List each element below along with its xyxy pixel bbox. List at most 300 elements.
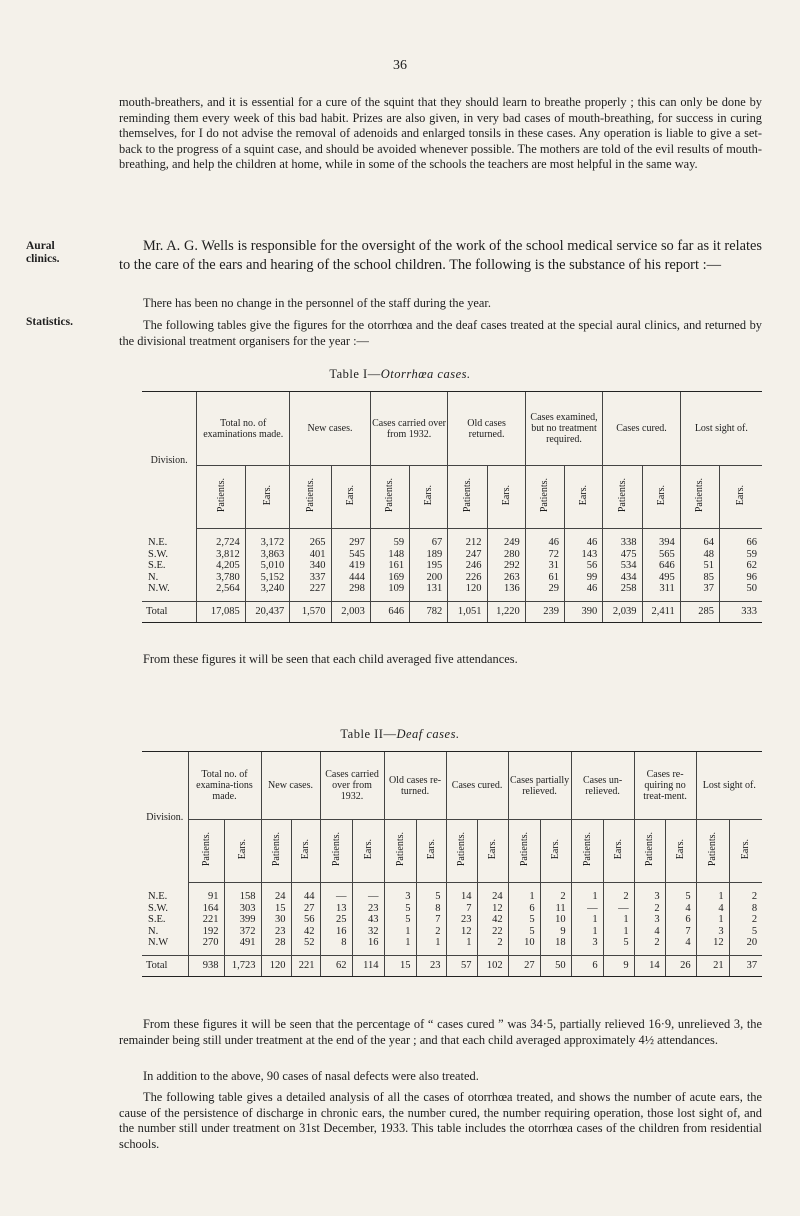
table1-group-header: Cases examined, but no treatment required. (525, 392, 602, 466)
table-cell: 2 (634, 903, 665, 915)
table-cell: 2 (416, 926, 446, 938)
table-cell: 56 (291, 914, 320, 926)
subheader-label: Ears. (487, 839, 499, 860)
table-cell: 298 (331, 583, 370, 601)
table-cell: 401 (290, 549, 331, 561)
table-cell: 67 (410, 529, 448, 549)
patients-subheader (290, 466, 331, 529)
subheader-label: Ears. (345, 485, 357, 506)
subheader-label: Ears. (740, 839, 752, 860)
paragraph-staff: There has been no change in the personnel of the staff during the year. (143, 296, 491, 310)
table-cell: 91 (188, 883, 224, 903)
table-cell: 23 (416, 955, 446, 976)
table-cell: 62 (719, 560, 762, 572)
table-cell: 249 (487, 529, 525, 549)
subheader-label: Ears. (262, 485, 273, 506)
subheader-label: Ears. (735, 485, 747, 506)
table-row (142, 914, 762, 926)
subheader-label: Patients. (461, 478, 473, 513)
table-cell: 444 (331, 572, 370, 584)
ears-subheader (416, 820, 446, 883)
table-cell: 136 (487, 583, 525, 601)
division-label: N.E. (148, 890, 168, 902)
table-cell: 212 (448, 529, 487, 549)
table-cell: 1,220 (487, 601, 525, 622)
table-cell: 27 (508, 955, 540, 976)
paragraph-tables-intro: The following tables give the figures for the otorrhœa and the deaf cases treated at the special aural clinics, and returned by the divisional treatment organisers for the year :— (119, 318, 762, 348)
division-label: Total (142, 601, 197, 622)
subheader-label: Patients. (707, 832, 719, 867)
subheader-label: Patients. (539, 478, 551, 513)
subheader-label: Ears. (237, 839, 248, 860)
subheader-label: Ears. (500, 485, 512, 506)
division-label: N. (148, 571, 159, 583)
table-cell: 394 (642, 529, 680, 549)
table2-title-italic: Deaf cases. (396, 727, 460, 741)
table-cell: 5 (384, 903, 416, 915)
table2-group-header: Cases carried over from 1932. (320, 752, 384, 820)
table-cell: 3,172 (245, 529, 289, 549)
table-cell: 48 (680, 549, 719, 561)
table-cell: 7 (665, 926, 696, 938)
table-cell: 158 (224, 883, 261, 903)
table-cell: 37 (680, 583, 719, 601)
table-cell: 102 (477, 955, 508, 976)
patients-subheader (508, 820, 540, 883)
table-cell: 333 (719, 601, 762, 622)
ears-subheader (410, 466, 448, 529)
patients-subheader (188, 820, 224, 883)
table1-title (0, 367, 800, 382)
table-cell: 5 (416, 883, 446, 903)
patients-subheader (320, 820, 352, 883)
table-cell: 1 (603, 926, 634, 938)
table-cell: 20 (729, 937, 762, 955)
table-cell: 246 (448, 560, 487, 572)
table-cell: 2 (634, 937, 665, 955)
table-cell: 62 (320, 955, 352, 976)
table-cell: 43 (352, 914, 384, 926)
table-cell: 782 (410, 601, 448, 622)
table-cell: 23 (261, 926, 291, 938)
subheader-label: Patients. (270, 832, 282, 867)
table-cell: 2,724 (197, 529, 246, 549)
table-cell: 565 (642, 549, 680, 561)
table-cell: 4 (665, 937, 696, 955)
table-cell: 221 (188, 914, 224, 926)
patients-subheader (384, 820, 416, 883)
table-cell: 15 (384, 955, 416, 976)
table-cell: 2,003 (331, 601, 370, 622)
table2-title-prefix: Table II— (340, 727, 397, 741)
patients-subheader (634, 820, 665, 883)
subheader-label: Patients. (694, 478, 706, 513)
table1-subheader-row (142, 466, 762, 529)
paragraph-attendances: From these figures it will be seen that each child averaged five attendances. (143, 652, 518, 666)
table-cell: 120 (448, 583, 487, 601)
table-cell: 6 (571, 955, 603, 976)
table-cell: 16 (320, 926, 352, 938)
table-cell: 17,085 (197, 601, 246, 622)
table-cell: 3 (571, 937, 603, 955)
paragraph-squint: mouth-breathers, and it is essential for a cure of the squint that they should learn to breathe properly ; this can only be done by reminding them every week of this bad habit. Prizes are also given, in very bad cases of mouth-breathing, for success in curing themselves, for I do not advise the removal of adenoids and enlarged tonsils in these cases. Any operation is liable to give a set-back to the progress of a squint case, and should be avoided whenever possible. The mothers are told of the evil results of mouth-breathing, and help the children at home, while in some of the schools the teachers are most helpful in the same way. (119, 95, 762, 172)
table-cell: 3,812 (197, 549, 246, 561)
table-cell: 1 (696, 883, 729, 903)
table2-division-header: Division. (142, 752, 188, 883)
table-row (142, 583, 762, 601)
table-cell: 1,051 (448, 601, 487, 622)
table-cell: 265 (290, 529, 331, 549)
paragraph-aural-intro: Mr. A. G. Wells is responsible for the oversight of the work of the school medical service so far as it relates to the care of the ears and hearing of the school children. The following is the substance of his report :— (119, 238, 762, 273)
table-cell: 340 (290, 560, 331, 572)
table1-title-italic: Otorrhœa cases. (380, 367, 471, 381)
table-cell: 189 (410, 549, 448, 561)
table-cell: 64 (680, 529, 719, 549)
table-row (142, 572, 762, 584)
table-cell: 5,152 (245, 572, 289, 584)
division-label: N.E. (148, 536, 168, 548)
table-cell: 24 (477, 883, 508, 903)
table1-group-header: Old cases returned. (448, 392, 525, 466)
table-cell: 5 (665, 883, 696, 903)
table-cell: 148 (370, 549, 409, 561)
patients-subheader (696, 820, 729, 883)
table-cell: 56 (565, 560, 603, 572)
subheader-label: Patients. (304, 478, 316, 513)
table-cell: 52 (291, 937, 320, 955)
table-row (142, 529, 762, 549)
table2-body (142, 883, 762, 977)
table-cell: 4 (665, 903, 696, 915)
table-row (142, 903, 762, 915)
ears-subheader (352, 820, 384, 883)
subheader-label: Patients. (384, 478, 396, 513)
table-cell: 258 (603, 583, 642, 601)
table-cell: 57 (446, 955, 477, 976)
table-cell: 303 (224, 903, 261, 915)
ears-subheader (487, 466, 525, 529)
table-cell: 227 (290, 583, 331, 601)
table-cell: 491 (224, 937, 261, 955)
table-cell: 25 (320, 914, 352, 926)
division-label: N. (148, 925, 159, 937)
table-cell: 46 (565, 583, 603, 601)
table-cell: — (320, 883, 352, 903)
patients-subheader (446, 820, 477, 883)
table-cell: 338 (603, 529, 642, 549)
margin-note-statistics: Statistics. (26, 316, 73, 328)
table-cell: 419 (331, 560, 370, 572)
table-row (142, 926, 762, 938)
table-cell: 12 (477, 903, 508, 915)
table-cell: 1 (696, 914, 729, 926)
division-label: Total (142, 955, 188, 976)
table-cell: 32 (352, 926, 384, 938)
ears-subheader (642, 466, 680, 529)
table-cell: 26 (665, 955, 696, 976)
table-cell: 545 (331, 549, 370, 561)
subheader-label: Patients. (644, 832, 656, 867)
table-cell: 3 (384, 883, 416, 903)
table-cell: 114 (352, 955, 384, 976)
table-cell: 5 (508, 926, 540, 938)
table-cell: 143 (565, 549, 603, 561)
table1-group-header: Total no. of examinations made. (197, 392, 290, 466)
table-cell: 399 (224, 914, 261, 926)
table-cell: 434 (603, 572, 642, 584)
table-cell: 2 (729, 883, 762, 903)
table-cell: 247 (448, 549, 487, 561)
table-cell: 131 (410, 583, 448, 601)
table-cell: 10 (508, 937, 540, 955)
table-cell: 5 (384, 914, 416, 926)
table-cell: 9 (540, 926, 571, 938)
subheader-label: Ears. (423, 485, 435, 506)
subheader-label: Ears. (425, 839, 437, 860)
table-cell: 9 (603, 955, 634, 976)
table-row (142, 560, 762, 572)
table-cell: 2 (729, 914, 762, 926)
table2-group-header: Cases re-quiring no treat-ment. (634, 752, 696, 820)
table-cell: — (603, 903, 634, 915)
table-cell: 1 (416, 937, 446, 955)
table-cell: 1 (384, 937, 416, 955)
table1-body (142, 529, 762, 623)
table-cell: 169 (370, 572, 409, 584)
table1-group-header: Cases carried over from 1932. (370, 392, 447, 466)
table2-group-header: Old cases re-turned. (384, 752, 446, 820)
table-cell: 646 (370, 601, 409, 622)
table-cell: 31 (525, 560, 564, 572)
subheader-label: Patients. (581, 832, 593, 867)
table-cell: 2 (540, 883, 571, 903)
table-cell: 3 (634, 883, 665, 903)
table-cell: 263 (487, 572, 525, 584)
ears-subheader (540, 820, 571, 883)
table-cell: 1 (603, 914, 634, 926)
table-cell: 20,437 (245, 601, 289, 622)
ears-subheader (603, 820, 634, 883)
patients-subheader (448, 466, 487, 529)
table-cell: 12 (446, 926, 477, 938)
table1-group-header: Cases cured. (603, 392, 680, 466)
ears-subheader (291, 820, 320, 883)
division-label: N.W. (148, 583, 170, 594)
table-cell: 109 (370, 583, 409, 601)
division-label: S.E. (148, 914, 166, 925)
margin-note-aural-clinics: Aural clinics. (26, 240, 60, 265)
subheader-label: Patients. (456, 832, 468, 867)
table1-title-prefix: Table I— (329, 367, 381, 381)
subheader-label: Ears. (550, 839, 562, 860)
table-cell: 1,570 (290, 601, 331, 622)
table-cell: 1 (571, 926, 603, 938)
table-row (142, 549, 762, 561)
ears-subheader (729, 820, 762, 883)
table-cell: — (352, 883, 384, 903)
table-cell: 13 (320, 903, 352, 915)
division-label: S.E. (148, 560, 166, 571)
table2-group-header: New cases. (261, 752, 320, 820)
table-cell: 3 (696, 926, 729, 938)
patients-subheader (680, 466, 719, 529)
table-cell: 59 (719, 549, 762, 561)
table-cell: 50 (719, 583, 762, 601)
table-cell: 390 (565, 601, 603, 622)
subheader-label: Ears. (300, 839, 312, 860)
table-cell: 4,205 (197, 560, 246, 572)
table-cell: 1 (571, 914, 603, 926)
table-cell: 37 (729, 955, 762, 976)
paragraph-deaf-summary: From these figures it will be seen that the percentage of “ cases cured ” was 34·5, partially relieved 16·9, unrelieved 3, the remainder being still under treatment at the end of the year ; and that each child averaged approximately 4½ attendances. (119, 1017, 762, 1047)
table-cell: 938 (188, 955, 224, 976)
subheader-label: Ears. (613, 839, 625, 860)
table-cell: 27 (291, 903, 320, 915)
table1-group-header: New cases. (290, 392, 371, 466)
table-cell: 8 (320, 937, 352, 955)
table-cell: 14 (446, 883, 477, 903)
page-number: 36 (393, 58, 407, 73)
table-cell: 195 (410, 560, 448, 572)
table-cell: 1 (508, 883, 540, 903)
subheader-label: Patients. (394, 832, 406, 867)
division-label: S.W. (148, 902, 169, 914)
total-row (142, 955, 762, 976)
table-cell: 14 (634, 955, 665, 976)
patients-subheader (197, 466, 246, 529)
table-cell: 46 (525, 529, 564, 549)
table-cell: 66 (719, 529, 762, 549)
table-cell: 21 (696, 955, 729, 976)
table-cell: 280 (487, 549, 525, 561)
table-cell: 3 (634, 914, 665, 926)
table-cell: 285 (680, 601, 719, 622)
division-label: N.W (148, 937, 169, 948)
subheader-label: Patients. (518, 832, 530, 867)
paragraph-nasal-defects: In addition to the above, 90 cases of nasal defects were also treated. (143, 1069, 479, 1083)
table-cell: 297 (331, 529, 370, 549)
table-cell: 5,010 (245, 560, 289, 572)
table-cell: 29 (525, 583, 564, 601)
division-label: S.W. (148, 548, 169, 560)
table-cell: 85 (680, 572, 719, 584)
subheader-label: Patients. (200, 832, 212, 867)
table-cell: 42 (291, 926, 320, 938)
table-cell: 61 (525, 572, 564, 584)
table2-group-header: Total no. of examina-tions made. (188, 752, 261, 820)
total-row (142, 601, 762, 622)
table2-title (0, 727, 800, 742)
patients-subheader (571, 820, 603, 883)
table-cell: 5 (603, 937, 634, 955)
table-cell: — (571, 903, 603, 915)
subheader-label: Ears. (655, 485, 667, 506)
subheader-label: Ears. (675, 839, 687, 860)
table-cell: 42 (477, 914, 508, 926)
table-cell: 24 (261, 883, 291, 903)
table-cell: 6 (665, 914, 696, 926)
table-cell: 18 (540, 937, 571, 955)
table-cell: 6 (508, 903, 540, 915)
table-cell: 30 (261, 914, 291, 926)
table-cell: 8 (729, 903, 762, 915)
table-cell: 292 (487, 560, 525, 572)
table-cell: 239 (525, 601, 564, 622)
table-cell: 23 (446, 914, 477, 926)
table-cell: 96 (719, 572, 762, 584)
table-cell: 221 (291, 955, 320, 976)
table-cell: 3,780 (197, 572, 246, 584)
table-cell: 3,863 (245, 549, 289, 561)
table-cell: 22 (477, 926, 508, 938)
table-cell: 44 (291, 883, 320, 903)
table-cell: 475 (603, 549, 642, 561)
table-cell: 99 (565, 572, 603, 584)
table-cell: 646 (642, 560, 680, 572)
table-cell: 12 (696, 937, 729, 955)
table-cell: 1,723 (224, 955, 261, 976)
deaf-cases-table (142, 751, 762, 977)
patients-subheader (370, 466, 409, 529)
table-cell: 4 (634, 926, 665, 938)
table-cell: 270 (188, 937, 224, 955)
patients-subheader (603, 466, 642, 529)
patients-subheader (525, 466, 564, 529)
table-cell: 10 (540, 914, 571, 926)
table2-group-header: Cases un-relieved. (571, 752, 634, 820)
table-cell: 11 (540, 903, 571, 915)
subheader-label: Ears. (578, 485, 590, 506)
ears-subheader (331, 466, 370, 529)
subheader-label: Ears. (362, 839, 374, 860)
ears-subheader (665, 820, 696, 883)
ears-subheader (477, 820, 508, 883)
table-cell: 1 (571, 883, 603, 903)
table-cell: 8 (416, 903, 446, 915)
table-cell: 161 (370, 560, 409, 572)
paragraph-analysis-intro: The following table gives a detailed analysis of all the cases of otorrhœa treated, and shows the number of acute ears, the cause of the persistence of discharge in chronic ears, the number cured, the number requiring operation, those lost sight of, and the number still under treatment on 31st December, 1933. This table includes the otorrhœa cases of the children from residential schools. (119, 1090, 762, 1151)
table2-subheader-row (142, 820, 762, 883)
table-cell: 120 (261, 955, 291, 976)
table-cell: 337 (290, 572, 331, 584)
table-cell: 2 (603, 883, 634, 903)
table-cell: 7 (416, 914, 446, 926)
table-cell: 495 (642, 572, 680, 584)
table-cell: 5 (729, 926, 762, 938)
table-cell: 7 (446, 903, 477, 915)
table-row (142, 937, 762, 955)
table-cell: 4 (696, 903, 729, 915)
table-cell: 3,240 (245, 583, 289, 601)
table-cell: 50 (540, 955, 571, 976)
table1-division-header: Division. (142, 392, 197, 529)
table-cell: 1 (384, 926, 416, 938)
table2-group-header: Cases cured. (446, 752, 508, 820)
table-cell: 192 (188, 926, 224, 938)
table-cell: 16 (352, 937, 384, 955)
table-cell: 15 (261, 903, 291, 915)
patients-subheader (261, 820, 291, 883)
ears-subheader (245, 466, 289, 529)
subheader-label: Patients. (330, 832, 342, 867)
table-cell: 372 (224, 926, 261, 938)
table-cell: 5 (508, 914, 540, 926)
table-cell: 1 (446, 937, 477, 955)
table2-group-header: Lost sight of. (696, 752, 762, 820)
table-cell: 23 (352, 903, 384, 915)
table-row (142, 883, 762, 903)
table-cell: 311 (642, 583, 680, 601)
